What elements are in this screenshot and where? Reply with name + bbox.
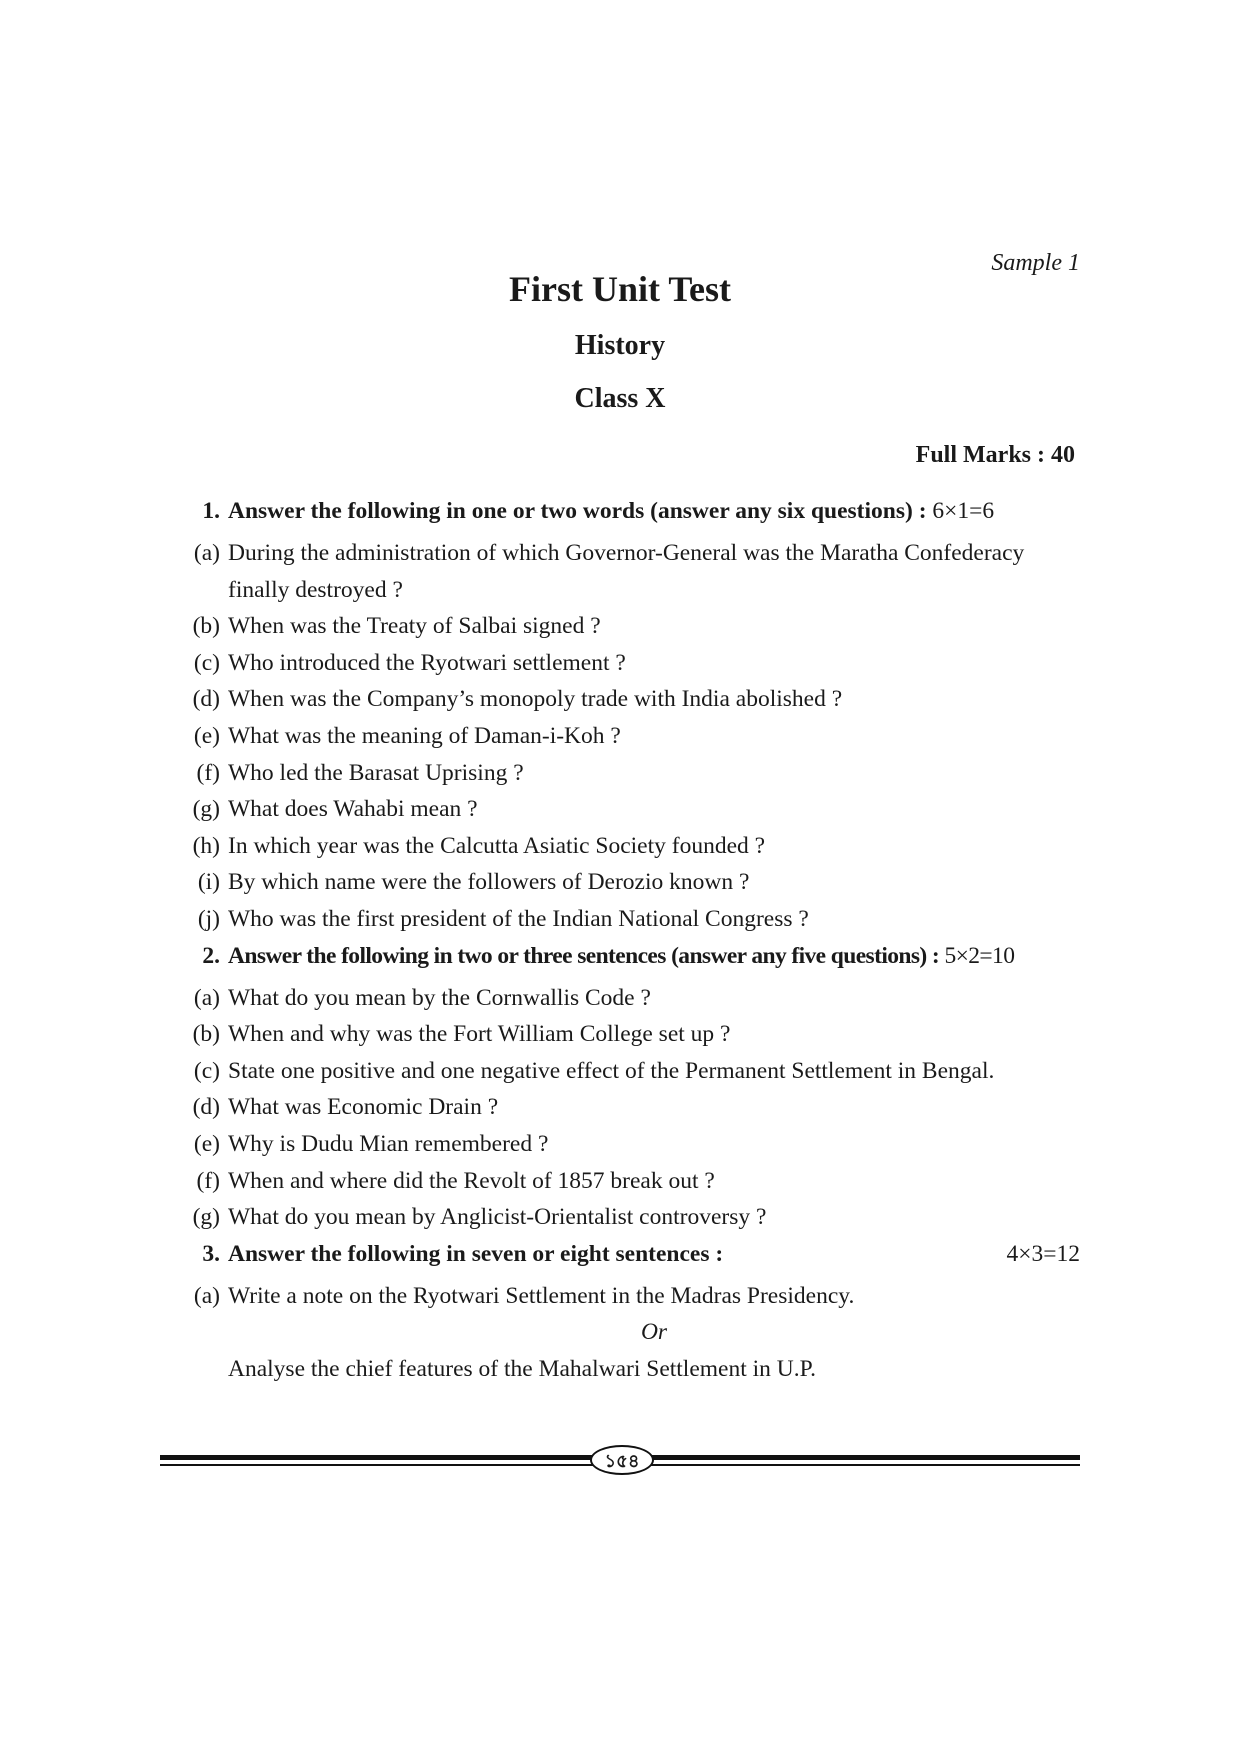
question-item <box>180 608 1080 645</box>
item-text: When and why was the Fort William College set up ? <box>228 1021 731 1048</box>
item-label: (g) <box>192 796 220 823</box>
item-label: (a) <box>193 1282 220 1309</box>
question-marks: 6×1=6 <box>932 498 995 524</box>
question-item <box>180 718 1080 755</box>
question-item <box>180 645 1080 682</box>
question-marks: 4×3=12 <box>1006 1240 1080 1267</box>
item-label: (b) <box>192 613 220 640</box>
page-title: First Unit Test <box>508 269 731 309</box>
question-item <box>180 828 1080 865</box>
item-label: (f) <box>196 759 220 786</box>
question-item <box>180 681 1080 718</box>
question-item <box>180 1278 1080 1315</box>
page-footer <box>160 1445 1080 1475</box>
class-heading: Class X <box>574 383 666 414</box>
item-label: (d) <box>192 1094 220 1121</box>
item-label: (d) <box>192 686 220 713</box>
question-number: 2. <box>202 942 220 969</box>
question-item <box>180 535 1080 608</box>
question-instruction <box>228 943 1080 970</box>
question-marks: 5×2=10 <box>944 942 1015 969</box>
item-label: (f) <box>196 1167 220 1194</box>
question-list <box>180 498 1080 1393</box>
question-item <box>180 1089 1080 1126</box>
item-label: (c) <box>193 649 220 676</box>
item-text: During the administration of which Governor-General was the Maratha Confederacy finally destroyed ? <box>228 540 1025 603</box>
item-label: (e) <box>193 1130 220 1157</box>
item-label: (i) <box>197 869 220 896</box>
question-item <box>180 980 1080 1017</box>
item-label: (g) <box>192 1204 220 1231</box>
item-text: Who introduced the Ryotwari settlement ? <box>228 649 626 676</box>
question-2-heading <box>180 943 1080 980</box>
item-text: What does Wahabi mean ? <box>228 796 478 823</box>
question-item <box>180 1163 1080 1200</box>
question-number: 1. <box>202 498 220 524</box>
subject-heading: History <box>574 330 666 361</box>
question-text: Answer the following in seven or eight sentences : <box>228 1240 724 1267</box>
question-item <box>180 1126 1080 1163</box>
item-label: (b) <box>192 1021 220 1048</box>
question-item <box>180 1199 1080 1236</box>
item-text: By which name were the followers of Derozio known ? <box>228 869 750 896</box>
question-number: 3. <box>202 1240 220 1267</box>
item-text: Who led the Barasat Uprising ? <box>228 759 524 786</box>
item-label: (a) <box>193 540 220 566</box>
item-text: What do you mean by Anglicist-Orientalist controversy ? <box>228 1204 767 1231</box>
item-text: Why is Dudu Mian remembered ? <box>228 1130 549 1157</box>
question-item <box>180 901 1080 938</box>
question-item <box>180 864 1080 901</box>
question-2 <box>180 943 1080 1236</box>
question-1-heading <box>180 498 1080 535</box>
question-1 <box>180 498 1080 938</box>
question-3-heading <box>180 1241 1080 1278</box>
question-item-alternative <box>180 1351 1080 1388</box>
question-text: Answer the following in one or two words (answer any six questions) : <box>228 498 927 524</box>
page-number: ১৫৪ <box>590 1445 654 1475</box>
item-text: What was the meaning of Daman-i-Koh ? <box>228 722 621 749</box>
item-label: (e) <box>193 722 220 749</box>
item-text: When was the Treaty of Salbai signed ? <box>228 613 601 640</box>
full-marks: Full Marks : 40 <box>915 442 1075 468</box>
question-item <box>180 1053 1080 1090</box>
item-text: When and where did the Revolt of 1857 break out ? <box>228 1167 715 1194</box>
question-3 <box>180 1241 1080 1388</box>
question-item <box>180 791 1080 828</box>
question-instruction <box>228 498 1080 525</box>
item-text: In which year was the Calcutta Asiatic Society founded ? <box>228 832 766 859</box>
sample-label: Sample 1 <box>991 250 1080 276</box>
item-text: Analyse the chief features of the Mahalwari Settlement in U.P. <box>228 1356 816 1383</box>
item-label: (j) <box>197 905 220 932</box>
item-label: (a) <box>193 984 220 1011</box>
item-text: Write a note on the Ryotwari Settlement in the Madras Presidency. <box>228 1282 855 1309</box>
item-text: What do you mean by the Cornwallis Code ? <box>228 984 651 1011</box>
question-item <box>180 1016 1080 1053</box>
question-text: Answer the following in two or three sentences (answer any five questions) : <box>228 942 940 969</box>
item-text: When was the Company’s monopoly trade with India abolished ? <box>228 686 843 713</box>
item-text: Who was the first president of the Indian National Congress ? <box>228 905 809 932</box>
item-text: What was Economic Drain ? <box>228 1094 499 1121</box>
or-separator: Or <box>640 1319 668 1346</box>
item-text: State one positive and one negative effect of the Permanent Settlement in Bengal. <box>228 1057 995 1084</box>
item-label: (h) <box>192 832 220 859</box>
question-item <box>180 755 1080 792</box>
item-label: (c) <box>193 1057 220 1084</box>
